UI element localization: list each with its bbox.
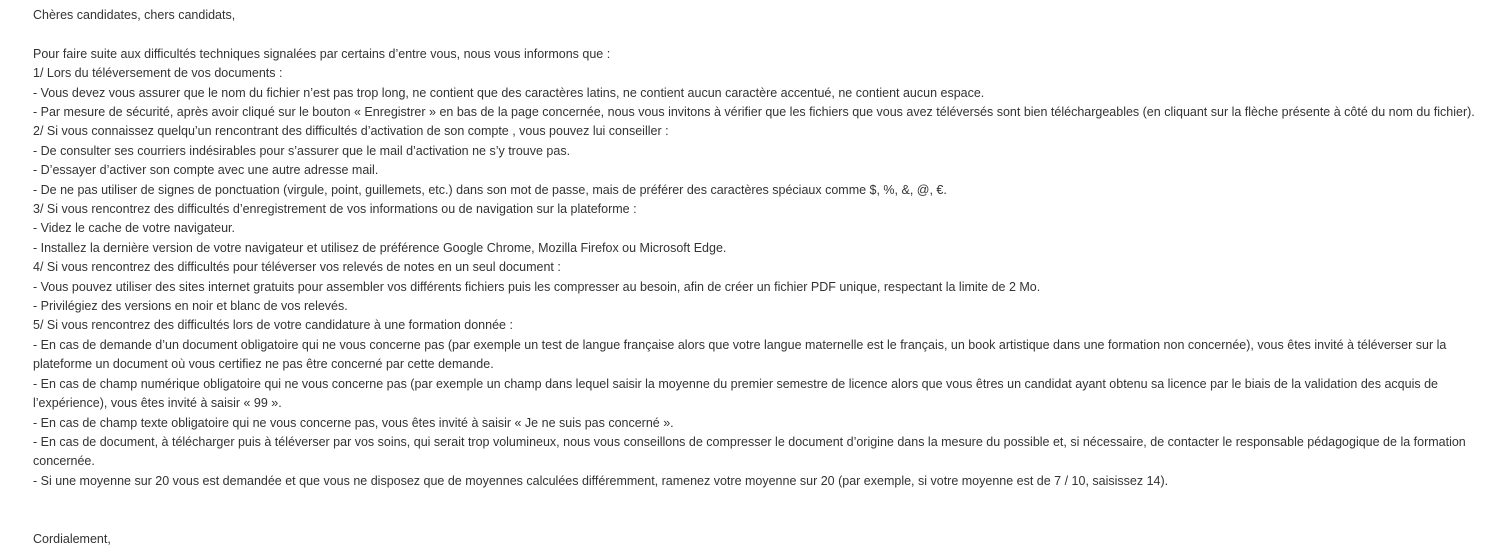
message-body [33,6,1495,549]
section-heading: 3/ Si vous rencontrez des difficultés d’enregistrement de vos informations ou de navigation sur la plateforme : [33,202,637,217]
greeting: Chères candidates, chers candidats, [33,8,236,22]
list-item: - De consulter ses courriers indésirables pour s’assurer que le mail d’activation ne s’y trouve pas. [33,143,571,158]
section-1 [33,64,1495,122]
intro-paragraph: Pour faire suite aux difficultés techniques signalées par certains d’entre vous, nous vous informons que : [33,46,611,61]
list-item: - En cas de champ numérique obligatoire qui ne vous concerne pas (par exemple un champ dans lequel saisir la moyenne du premier semestre de licence alors que vous êtres un candidat ayant obtenu sa licence par le biais de la validation des acquis de l’expérience), vous êtes invité à saisir « 99 ». [33,376,1438,411]
list-item: - En cas de champ texte obligatoire qui ne vous concerne pas, vous êtes invité à saisir « Je ne suis pas concerné ». [33,415,674,430]
list-item: - Vous pouvez utiliser des sites internet gratuits pour assembler vos différents fichiers puis les compresser au besoin, afin de créer un fichier PDF unique, respectant la limite de 2 Mo. [33,279,1041,294]
spacer [33,25,1495,44]
closing: Cordialement, [33,531,111,546]
list-item: - En cas de demande d’un document obligatoire qui ne vous concerne pas (par exemple un test de langue française alors que votre langue maternelle est le français, un book artistique dans une formation non concernée), vous êtes invité à téléverser sur la plateforme un document où vous certifiez ne pas être concerné par cette demande. [33,337,1447,372]
section-4 [33,258,1495,316]
list-item: - Videz le cache de votre navigateur. [33,221,235,236]
list-item: - Installez la dernière version de votre navigateur et utilisez de préférence Google Chrome, Mozilla Firefox ou Microsoft Edge. [33,240,727,255]
list-item: - Vous devez vous assurer que le nom du fichier n’est pas trop long, ne contient que des caractères latins, ne contient aucun caractère accentué, ne contient aucun espace. [33,85,985,100]
section-heading: 4/ Si vous rencontrez des difficultés pour téléverser vos relevés de notes en un seul document : [33,260,561,275]
list-item: - De ne pas utiliser de signes de ponctuation (virgule, point, guillemets, etc.) dans son mot de passe, mais de préférer des caractères spéciaux comme $, %, &, @, €. [33,182,947,197]
section-5 [33,316,1495,491]
list-item: - Si une moyenne sur 20 vous est demandée et que vous ne disposez que de moyennes calculées différemment, ramenez votre moyenne sur 20 (par exemple, si votre moyenne est de 7 / 10, saisissez 14). [33,473,1169,488]
section-2 [33,122,1495,200]
section-heading: 2/ Si vous connaissez quelqu’un rencontrant des difficultés d’activation de son compte , vous pouvez lui conseiller : [33,124,669,139]
spacer [33,491,1495,530]
section-heading: 5/ Si vous rencontrez des difficultés lors de votre candidature à une formation donnée : [33,318,513,333]
section-heading: 1/ Lors du téléversement de vos documents : [33,66,283,81]
section-3 [33,200,1495,258]
list-item: - En cas de document, à télécharger puis à téléverser par vos soins, qui serait trop volumineux, nous vous conseillons de compresser le document d’origine dans la mesure du possible et, si nécessaire, de contacter le responsable pédagogique de la formation concernée. [33,434,1466,469]
list-item: - D’essayer d’activer son compte avec une autre adresse mail. [33,163,379,178]
list-item: - Par mesure de sécurité, après avoir cliqué sur le bouton « Enregistrer » en bas de la page concernée, nous vous invitons à vérifier que les fichiers que vous avez téléversés sont bien téléchargeables (en cliquant sur la flèche présente à côté du nom du fichier). [33,105,1475,120]
list-item: - Privilégiez des versions en noir et blanc de vos relevés. [33,299,348,314]
